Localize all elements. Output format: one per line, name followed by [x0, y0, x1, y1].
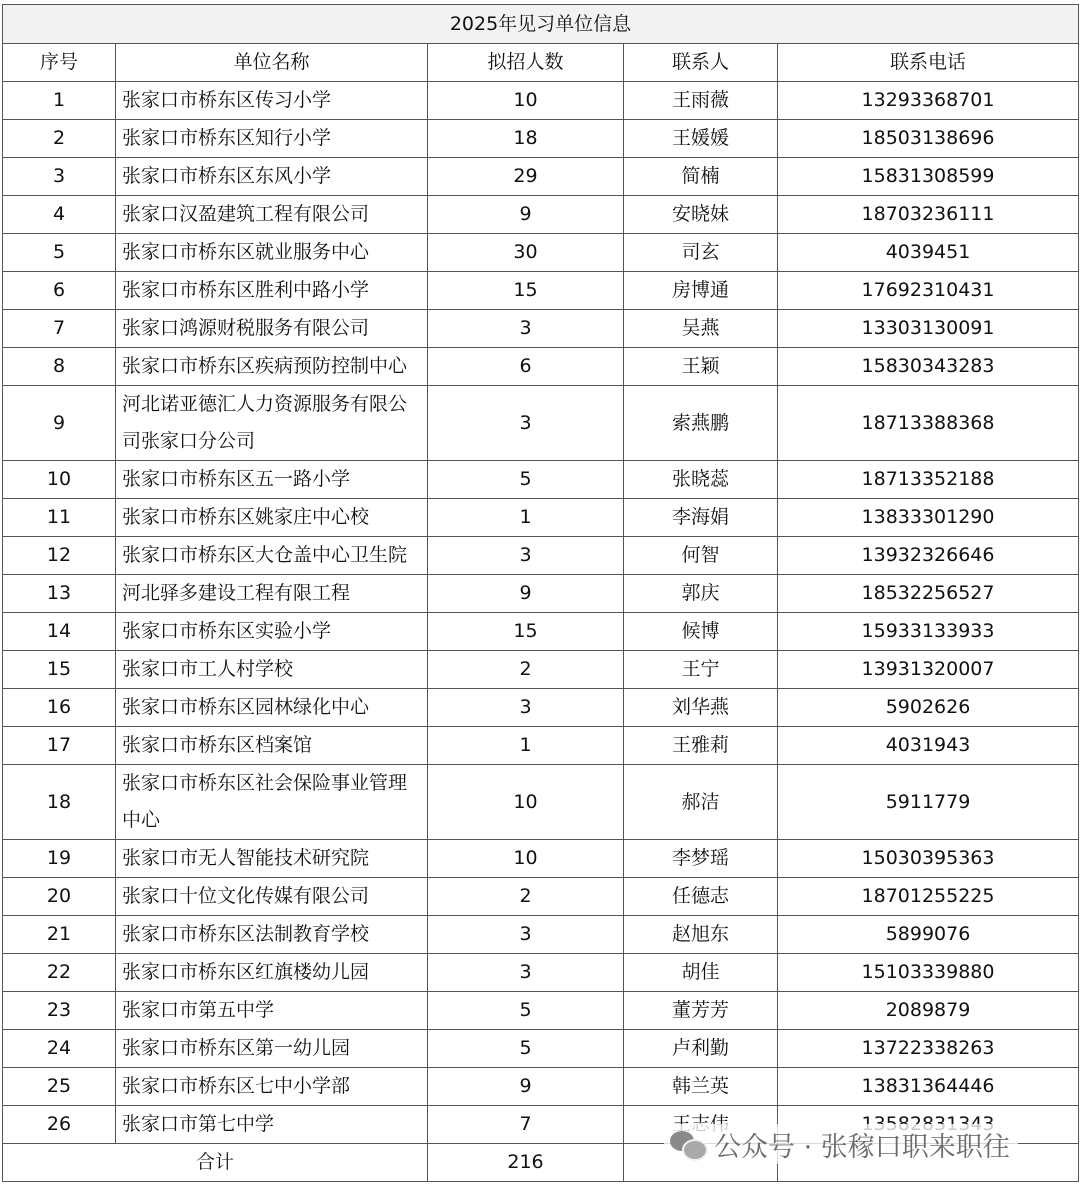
unit-name: 张家口市桥东区园林绿化中心 [116, 689, 428, 727]
unit-name: 张家口市桥东区大仓盖中心卫生院 [116, 537, 428, 575]
contact-person: 董芳芳 [624, 992, 778, 1030]
row-number: 2 [3, 120, 116, 158]
recruit-count: 2 [428, 651, 624, 689]
contact-person: 郝洁 [624, 765, 778, 840]
unit-name: 张家口市桥东区五一路小学 [116, 461, 428, 499]
table-row [3, 878, 1079, 916]
unit-name: 张家口鸿源财税服务有限公司 [116, 310, 428, 348]
unit-name: 张家口市无人智能技术研究院 [116, 840, 428, 878]
watermark-text: 公众号 · 张稼口职来职往 [714, 1131, 1010, 1163]
row-number: 19 [3, 840, 116, 878]
header-unit: 单位名称 [116, 44, 428, 82]
recruit-count: 29 [428, 158, 624, 196]
table-row [3, 651, 1079, 689]
row-number: 18 [3, 765, 116, 840]
contact-person: 房博通 [624, 272, 778, 310]
unit-name: 张家口市第七中学 [116, 1106, 428, 1144]
contact-phone: 15831308599 [778, 158, 1079, 196]
contact-phone: 13831364446 [778, 1068, 1079, 1106]
recruit-count: 18 [428, 120, 624, 158]
contact-phone: 2089879 [778, 992, 1079, 1030]
recruit-count: 3 [428, 386, 624, 461]
recruit-count: 2 [428, 878, 624, 916]
recruit-count: 30 [428, 234, 624, 272]
recruit-count: 1 [428, 727, 624, 765]
recruit-count: 15 [428, 272, 624, 310]
contact-person: 王雨薇 [624, 82, 778, 120]
contact-phone: 13293368701 [778, 82, 1079, 120]
table-row [3, 196, 1079, 234]
contact-person: 司玄 [624, 234, 778, 272]
contact-person: 刘华燕 [624, 689, 778, 727]
contact-phone: 15830343283 [778, 348, 1079, 386]
contact-phone: 18701255225 [778, 878, 1079, 916]
table-row [3, 348, 1079, 386]
contact-person: 张晓蕊 [624, 461, 778, 499]
row-number: 9 [3, 386, 116, 461]
row-number: 6 [3, 272, 116, 310]
row-number: 7 [3, 310, 116, 348]
table-row [3, 499, 1079, 537]
contact-phone: 18532256527 [778, 575, 1079, 613]
header-contact: 联系人 [624, 44, 778, 82]
unit-name: 张家口市桥东区红旗楼幼儿园 [116, 954, 428, 992]
unit-name: 张家口市桥东区实验小学 [116, 613, 428, 651]
table-row [3, 310, 1079, 348]
row-number: 15 [3, 651, 116, 689]
contact-person: 郭庆 [624, 575, 778, 613]
recruit-count: 9 [428, 575, 624, 613]
contact-phone: 13931320007 [778, 651, 1079, 689]
table-row [3, 386, 1079, 461]
contact-phone: 13303130091 [778, 310, 1079, 348]
recruit-count: 1 [428, 499, 624, 537]
contact-phone: 13932326646 [778, 537, 1079, 575]
table-row [3, 992, 1079, 1030]
contact-person: 李海娟 [624, 499, 778, 537]
table-row [3, 727, 1079, 765]
recruit-count: 10 [428, 82, 624, 120]
contact-phone: 15103339880 [778, 954, 1079, 992]
row-number: 1 [3, 82, 116, 120]
row-number: 10 [3, 461, 116, 499]
row-number: 24 [3, 1030, 116, 1068]
total-count: 216 [428, 1144, 624, 1182]
unit-name: 张家口市桥东区第一幼儿园 [116, 1030, 428, 1068]
row-number: 11 [3, 499, 116, 537]
contact-phone: 15933133933 [778, 613, 1079, 651]
recruit-count: 6 [428, 348, 624, 386]
contact-person: 卢利勤 [624, 1030, 778, 1068]
recruit-count: 5 [428, 1030, 624, 1068]
unit-name: 张家口市桥东区就业服务中心 [116, 234, 428, 272]
recruit-count: 9 [428, 196, 624, 234]
contact-person: 王宁 [624, 651, 778, 689]
table-row [3, 461, 1079, 499]
table-row [3, 765, 1079, 840]
contact-person: 任德志 [624, 878, 778, 916]
recruit-count: 5 [428, 461, 624, 499]
contact-phone: 5899076 [778, 916, 1079, 954]
recruit-count: 9 [428, 1068, 624, 1106]
unit-name: 张家口市桥东区知行小学 [116, 120, 428, 158]
unit-name: 张家口市桥东区社会保险事业管理中心 [116, 765, 428, 840]
contact-phone: 5902626 [778, 689, 1079, 727]
table-title: 2025年见习单位信息 [3, 5, 1079, 44]
table-row [3, 689, 1079, 727]
unit-name: 张家口市工人村学校 [116, 651, 428, 689]
contact-person: 王颖 [624, 348, 778, 386]
internship-units-table [2, 4, 1079, 1182]
row-number: 25 [3, 1068, 116, 1106]
table-row [3, 613, 1079, 651]
unit-name: 张家口市桥东区疾病预防控制中心 [116, 348, 428, 386]
contact-phone: 4031943 [778, 727, 1079, 765]
unit-name: 张家口市桥东区胜利中路小学 [116, 272, 428, 310]
table-row [3, 954, 1079, 992]
header-count: 拟招人数 [428, 44, 624, 82]
row-number: 14 [3, 613, 116, 651]
unit-name: 张家口市桥东区姚家庄中心校 [116, 499, 428, 537]
unit-name: 张家口市第五中学 [116, 992, 428, 1030]
contact-person: 王雅莉 [624, 727, 778, 765]
contact-person: 赵旭东 [624, 916, 778, 954]
unit-name: 张家口市桥东区东风小学 [116, 158, 428, 196]
unit-name: 张家口市桥东区法制教育学校 [116, 916, 428, 954]
table-row [3, 158, 1079, 196]
contact-person: 王媛媛 [624, 120, 778, 158]
row-number: 22 [3, 954, 116, 992]
unit-name: 河北驿多建设工程有限工程 [116, 575, 428, 613]
contact-person: 简楠 [624, 158, 778, 196]
contact-person: 李梦瑶 [624, 840, 778, 878]
recruit-count: 3 [428, 310, 624, 348]
contact-person: 索燕鹏 [624, 386, 778, 461]
recruit-count: 15 [428, 613, 624, 651]
contact-phone: 13722338263 [778, 1030, 1079, 1068]
total-label: 合计 [3, 1144, 428, 1182]
header-phone: 联系电话 [778, 44, 1079, 82]
table-row [3, 1068, 1079, 1106]
recruit-count: 3 [428, 916, 624, 954]
recruit-count: 3 [428, 689, 624, 727]
wechat-icon [670, 1129, 706, 1159]
watermark [664, 1124, 1018, 1164]
contact-phone: 4039451 [778, 234, 1079, 272]
table-row [3, 1030, 1079, 1068]
row-number: 3 [3, 158, 116, 196]
contact-phone: 18703236111 [778, 196, 1079, 234]
row-number: 16 [3, 689, 116, 727]
recruit-count: 7 [428, 1106, 624, 1144]
contact-person: 候博 [624, 613, 778, 651]
recruit-count: 3 [428, 537, 624, 575]
contact-person: 吴燕 [624, 310, 778, 348]
unit-name: 张家口市桥东区档案馆 [116, 727, 428, 765]
table-row [3, 916, 1079, 954]
contact-person: 何智 [624, 537, 778, 575]
table-title-row [3, 5, 1079, 44]
row-number: 21 [3, 916, 116, 954]
row-number: 5 [3, 234, 116, 272]
contact-phone: 17692310431 [778, 272, 1079, 310]
recruit-count: 10 [428, 765, 624, 840]
contact-phone: 5911779 [778, 765, 1079, 840]
row-number: 4 [3, 196, 116, 234]
recruit-count: 5 [428, 992, 624, 1030]
row-number: 17 [3, 727, 116, 765]
unit-name: 张家口十位文化传媒有限公司 [116, 878, 428, 916]
row-number: 12 [3, 537, 116, 575]
row-number: 26 [3, 1106, 116, 1144]
row-number: 23 [3, 992, 116, 1030]
contact-phone: 15030395363 [778, 840, 1079, 878]
contact-person: 胡佳 [624, 954, 778, 992]
header-no: 序号 [3, 44, 116, 82]
contact-phone: 18713388368 [778, 386, 1079, 461]
unit-name: 张家口市桥东区七中小学部 [116, 1068, 428, 1106]
contact-person: 韩兰英 [624, 1068, 778, 1106]
unit-name: 张家口汉盈建筑工程有限公司 [116, 196, 428, 234]
header-row [3, 44, 1079, 82]
recruit-count: 3 [428, 954, 624, 992]
unit-name: 张家口市桥东区传习小学 [116, 82, 428, 120]
table-row [3, 234, 1079, 272]
table-row [3, 120, 1079, 158]
contact-person: 安晓妹 [624, 196, 778, 234]
table-row [3, 575, 1079, 613]
table-row [3, 272, 1079, 310]
row-number: 13 [3, 575, 116, 613]
table-row [3, 537, 1079, 575]
table-row [3, 840, 1079, 878]
row-number: 20 [3, 878, 116, 916]
contact-phone: 13833301290 [778, 499, 1079, 537]
recruit-count: 10 [428, 840, 624, 878]
table-row [3, 82, 1079, 120]
row-number: 8 [3, 348, 116, 386]
contact-phone: 18503138696 [778, 120, 1079, 158]
unit-name: 河北诺亚德汇人力资源服务有限公司张家口分公司 [116, 386, 428, 461]
contact-phone: 18713352188 [778, 461, 1079, 499]
